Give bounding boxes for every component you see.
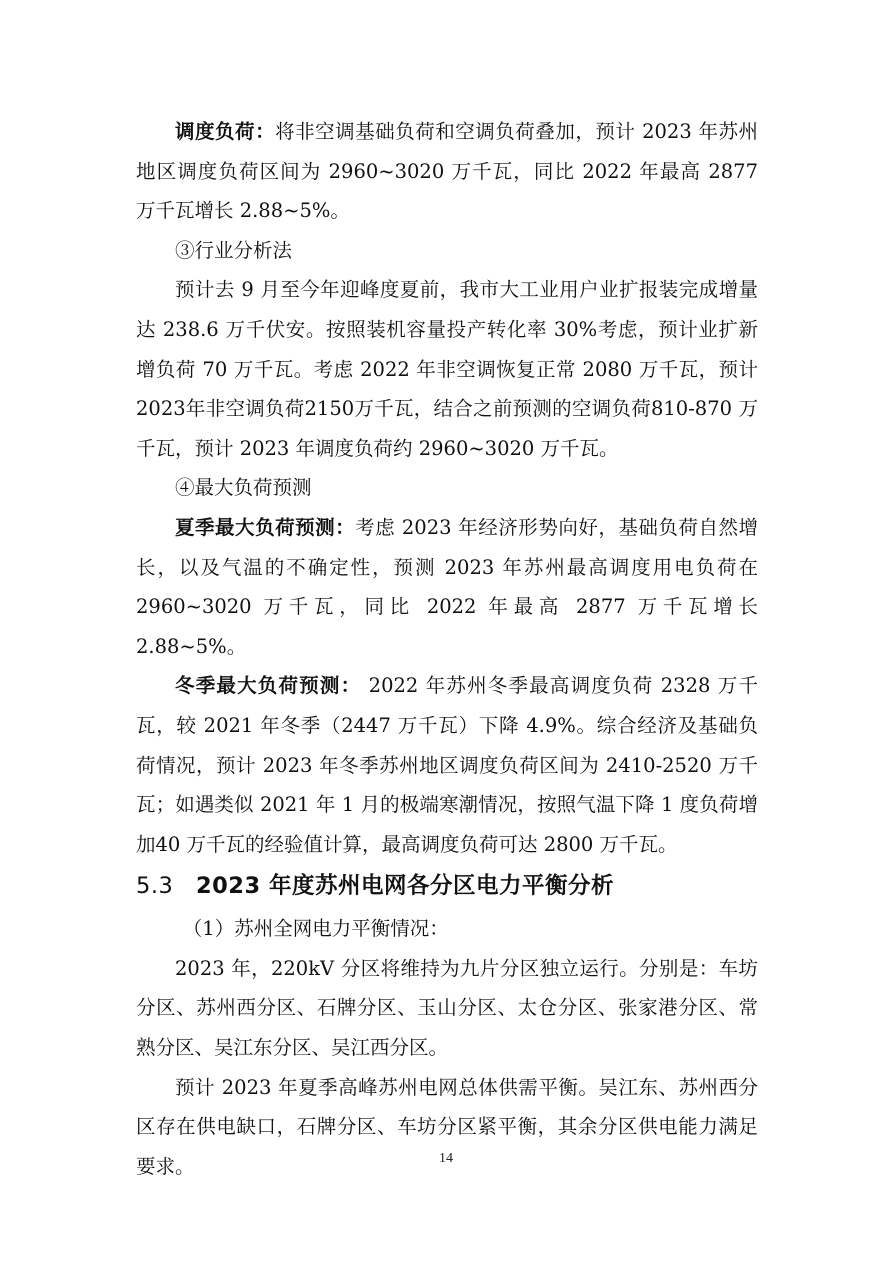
paragraph-text: 将非空调基础负荷和空调负荷叠加，预计 2023 年苏州地区调度负荷区间为 2960~3020 万千瓦，同比 2022 年最高 2877 万千瓦增长 2.88~5%。	[136, 120, 758, 223]
subheading-max-load-forecast: ④最大负荷预测	[175, 476, 312, 500]
paragraph-label: 冬季最大负荷预测：	[175, 674, 362, 698]
paragraph-supply-demand: 预计 2023 年夏季高峰苏州电网总体供需平衡。吴江东、苏州西分区存在供电缺口，石牌分区、车坊分区紧平衡，其余分区供电能力满足要求。	[136, 1075, 758, 1178]
page-number: 14	[439, 1151, 453, 1166]
section-number: 5.3	[136, 873, 174, 900]
paragraph-label: 调度负荷：	[175, 120, 276, 143]
paragraph-text: 2022 年苏州冬季最高调度负荷 2328 万千瓦，较 2021 年冬季（2447 万千瓦）下降 4.9%。综合经济及基础负荷情况，预计 2023 年冬季苏州地区调度负荷区间为 2410-2520 万千瓦；如遇类似 2021 年 1 月的极端寒潮情况，按照气温下降 1 度负荷增加40 万千瓦的经验值计算，最高调度负荷可达 2800 万千瓦。	[136, 674, 758, 856]
paragraph-text: 考虑 2023 年经济形势向好，基础负荷自然增长，以及气温的不确定性，预测 2023 年苏州最高调度用电负荷在2960~3020 万千瓦，同比 2022 年最高 2877 万千瓦增长 2.88~5%。	[136, 515, 758, 658]
section-title: 2023 年度苏州电网各分区电力平衡分析	[196, 873, 614, 900]
paragraph-industry-analysis: 预计去 9 月至今年迎峰度夏前，我市大工业用户业扩报装完成增量达 238.6 万千伏安。按照装机容量投产转化率 30%考虑，预计业扩新增负荷 70 万千瓦。考虑 2022 年非空调恢复正常 2080 万千瓦，预计2023年非空调负荷2150万千瓦，结合之前预测的空调负荷810-870 万千瓦，预计 2023 年调度负荷约 2960~3020 万千瓦。	[136, 278, 758, 460]
document-page	[136, 112, 758, 1186]
paragraph-label: 夏季最大负荷预测：	[175, 515, 356, 539]
list-item-suzhou-network-balance: （1）苏州全网电力平衡情况：	[182, 917, 449, 941]
paragraph-partitions: 2023 年，220kV 分区将维持为九片分区独立运行。分别是：车坊分区、苏州西分区、石牌分区、玉山分区、太仓分区、张家港分区、常熟分区、吴江东分区、吴江西分区。	[136, 956, 758, 1060]
paragraph-summer-max-load	[136, 508, 758, 666]
subheading-industry-analysis: ③行业分析法	[175, 238, 293, 262]
paragraph-winter-max-load	[136, 666, 758, 864]
paragraph-dispatch-load	[136, 112, 758, 231]
section-heading	[136, 866, 758, 906]
